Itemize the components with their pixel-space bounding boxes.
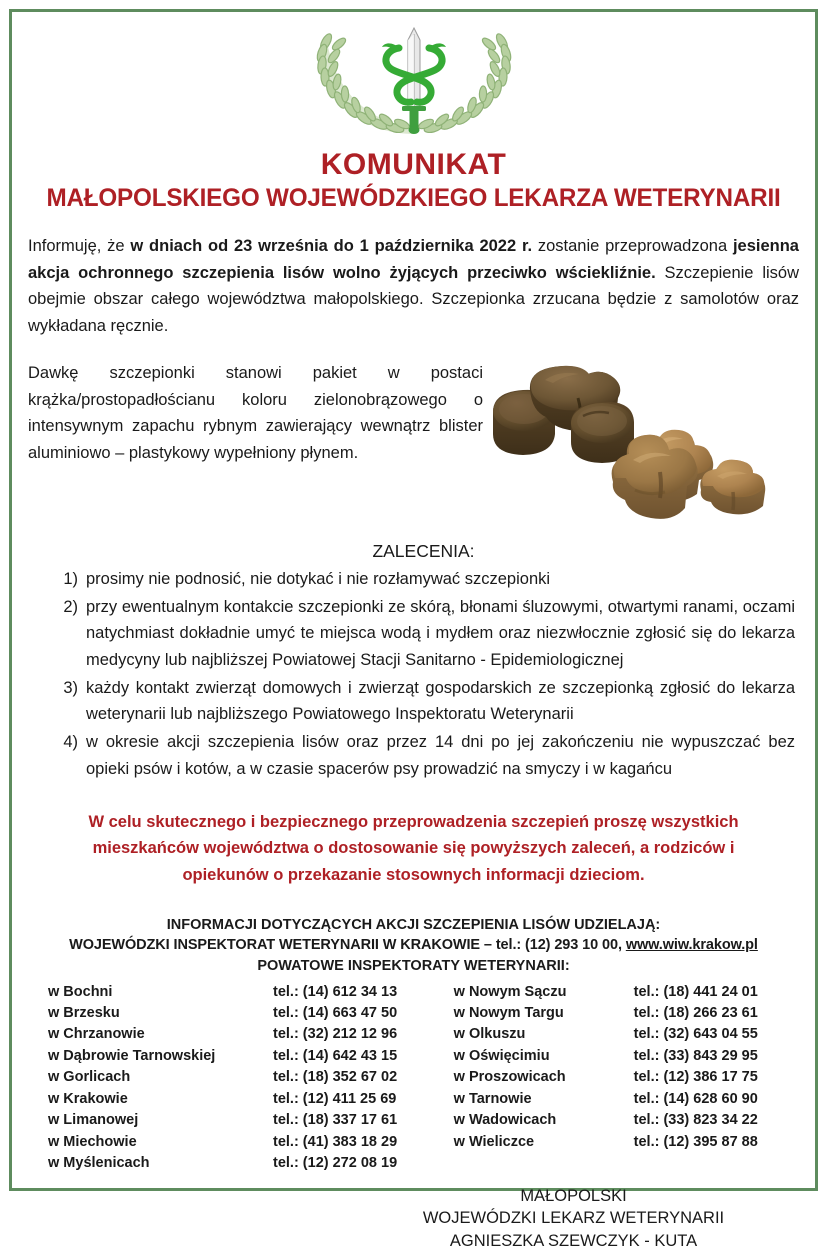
list-item-text: każdy kontakt zwierząt domowych i zwierząt gospodarskich ze szczepionką zgłosić do lekarza weterynarii lub najbliższego Powiatowego Inspektoratu Weterynarii <box>86 678 795 724</box>
contact-row <box>48 1089 446 1110</box>
contact-city: w Brzesku <box>48 1004 120 1021</box>
recommendations-title: ZALECENIA: <box>372 540 475 561</box>
contact-phone: tel.: (14) 642 43 15 <box>273 1047 398 1064</box>
contact-phone: tel.: (14) 663 47 50 <box>273 1004 398 1021</box>
page-subtitle: MAŁOPOLSKIEGO WOJEWÓDZKIEGO LEKARZA WETERYNARII <box>46 184 781 212</box>
dose-and-photo-row <box>26 360 801 535</box>
list-item-number: 2) <box>63 597 78 616</box>
contact-row <box>454 1110 801 1131</box>
contact-city: w Gorlicach <box>48 1069 131 1086</box>
list-item-number: 4) <box>63 733 78 752</box>
dose-description-paragraph: Dawkę szczepionki stanowi pakiet w postaci krążka/prostopadłościanu koloru zielonobrązowego o intensywnym zapachu rybnym zawierający wewnątrz blister aluminiowo – plastykowy wypełniony płynem. <box>28 363 483 463</box>
signature-line3: AGNIESZKA SZEWCZYK - KUTA <box>449 1232 698 1251</box>
contact-city: w Bochni <box>48 983 113 1000</box>
contacts-right-column <box>446 982 801 1175</box>
contact-phone: tel.: (14) 612 34 13 <box>273 983 398 1000</box>
signature-line1: MAŁOPOLSKI <box>520 1186 627 1205</box>
intro-text-part2: zostanie przeprowadzona <box>532 237 733 255</box>
logo-container <box>26 0 801 140</box>
contacts-heading-line1: INFORMACJI DOTYCZĄCYCH AKCJI SZCZEPIENIA LISÓW UDZIELAJĄ: <box>166 916 661 933</box>
contact-city: w Miechowie <box>48 1133 137 1150</box>
list-item-number: 1) <box>63 569 78 588</box>
page-title-komunikat: KOMUNIKAT <box>320 148 507 181</box>
contact-phone: tel.: (14) 628 60 90 <box>633 1090 758 1107</box>
contact-city: w Dąbrowie Tarnowskiej <box>48 1047 216 1064</box>
contact-row <box>48 1046 446 1067</box>
contact-row <box>48 982 446 1003</box>
contact-city: w Oświęcimiu <box>453 1047 550 1064</box>
list-item <box>52 729 795 782</box>
contact-phone: tel.: (18) 441 24 01 <box>633 983 758 1000</box>
contact-row <box>454 1046 801 1067</box>
contact-phone: tel.: (18) 337 17 61 <box>273 1112 398 1129</box>
contacts-heading-line2 <box>26 935 801 956</box>
vaccine-bait-photo <box>485 350 805 540</box>
voivodeship-inspectorate-text: WOJEWÓDZKI INSPEKTORAT WETERYNARII W KRAKOWIE – tel.: (12) 293 10 00, <box>69 937 626 954</box>
list-item <box>52 566 795 593</box>
contact-city: w Tarnowie <box>453 1090 532 1107</box>
signature-line2: WOJEWÓDZKI LEKARZ WETERYNARII <box>422 1209 725 1228</box>
contact-city: w Chrzanowie <box>48 1026 145 1043</box>
contact-phone: tel.: (33) 823 34 22 <box>633 1112 758 1129</box>
intro-paragraph <box>28 233 799 340</box>
contact-row <box>454 1024 801 1045</box>
list-item-text: prosimy nie podnosić, nie dotykać i nie rozłamywać szczepionki <box>86 569 551 588</box>
contact-city: w Krakowie <box>48 1090 128 1107</box>
contact-row <box>48 1110 446 1131</box>
contact-row <box>454 1089 801 1110</box>
intro-text-part3: Szczepienie lisów obejmie obszar całego województwa małopolskiego. Szczepionka zrzucana będzie z samolotów oraz wykładana ręcznie. <box>28 263 799 336</box>
contact-phone: tel.: (12) 395 87 88 <box>633 1133 758 1150</box>
list-item-number: 3) <box>63 678 78 697</box>
contacts-heading-block <box>26 915 801 977</box>
contact-phone: tel.: (18) 352 67 02 <box>273 1069 398 1086</box>
contact-phone: tel.: (12) 411 25 69 <box>273 1090 397 1107</box>
contact-row <box>454 982 801 1003</box>
list-item <box>52 594 795 674</box>
contact-phone: tel.: (33) 843 29 95 <box>633 1047 758 1064</box>
contact-phone: tel.: (32) 212 12 96 <box>273 1026 398 1043</box>
contact-phone: tel.: (12) 272 08 19 <box>273 1155 398 1172</box>
call-to-action-paragraph: W celu skutecznego i bezpiecznego przeprowadzenia szczepień proszę wszystkich mieszkańców województwa o dostosowanie się powyższych zaleceń, a rodziców i opiekunów o przekazanie stosownych informacji dzieciom. <box>88 812 739 885</box>
contact-phone: tel.: (12) 386 17 75 <box>633 1069 758 1086</box>
contact-phone: tel.: (18) 266 23 61 <box>633 1004 758 1021</box>
contact-city: w Nowym Sączu <box>453 983 567 1000</box>
contact-row <box>48 1153 446 1174</box>
signature-block <box>26 1185 801 1253</box>
list-item-text: przy ewentualnym kontakcie szczepionki ze skórą, błonami śluzowymi, otwartymi ranami, oczami natychmiast dokładnie umyć te miejsca wodą i mydłem oraz niezwłocznie zgłosić się do lekarza medycyny lub najbliższej Powiatowej Stacji Sanitarno - Epidemiologicznej <box>86 597 795 670</box>
contact-city: w Wadowicach <box>453 1112 557 1129</box>
contact-city: w Wieliczce <box>453 1133 535 1150</box>
contact-row <box>48 1132 446 1153</box>
contact-row <box>48 1024 446 1045</box>
recommendations-list <box>26 566 801 783</box>
contact-city: w Nowym Targu <box>453 1004 564 1021</box>
contact-city: w Proszowicach <box>453 1069 566 1086</box>
list-item <box>52 675 795 728</box>
contact-row <box>454 1003 801 1024</box>
list-item-text: w okresie akcji szczepienia lisów oraz przez 14 dni po jej zakończeniu nie wypuszczać bez opieki psów i kotów, a w czasie spacerów psy prowadzić na smyczy i w kagańcu <box>86 733 795 778</box>
contacts-left-column <box>26 982 446 1175</box>
website-link[interactable]: www.wiw.krakow.pl <box>625 937 758 954</box>
veterinary-inspection-emblem-icon <box>289 20 539 138</box>
contacts-heading-line3: POWATOWE INSPEKTORATY WETERYNARII: <box>257 957 570 974</box>
contact-city: w Limanowej <box>48 1112 139 1129</box>
contact-city: w Olkuszu <box>453 1026 526 1043</box>
contact-phone: tel.: (32) 643 04 55 <box>633 1026 758 1043</box>
contact-row <box>48 1003 446 1024</box>
intro-bold-campaign: jesienna akcja ochronnego szczepienia lisów wolno żyjących przeciwko wściekliźnie. <box>28 237 799 282</box>
contact-row <box>454 1067 801 1088</box>
contacts-columns <box>26 982 801 1175</box>
contact-row <box>48 1067 446 1088</box>
contact-phone: tel.: (41) 383 18 29 <box>273 1133 398 1150</box>
intro-text-part1: Informuję, że <box>28 237 131 255</box>
intro-bold-dates: w dniach od 23 września do 1 października 2022 r. <box>130 237 533 255</box>
contact-city: w Myślenicach <box>48 1155 150 1172</box>
contact-row <box>454 1132 801 1153</box>
